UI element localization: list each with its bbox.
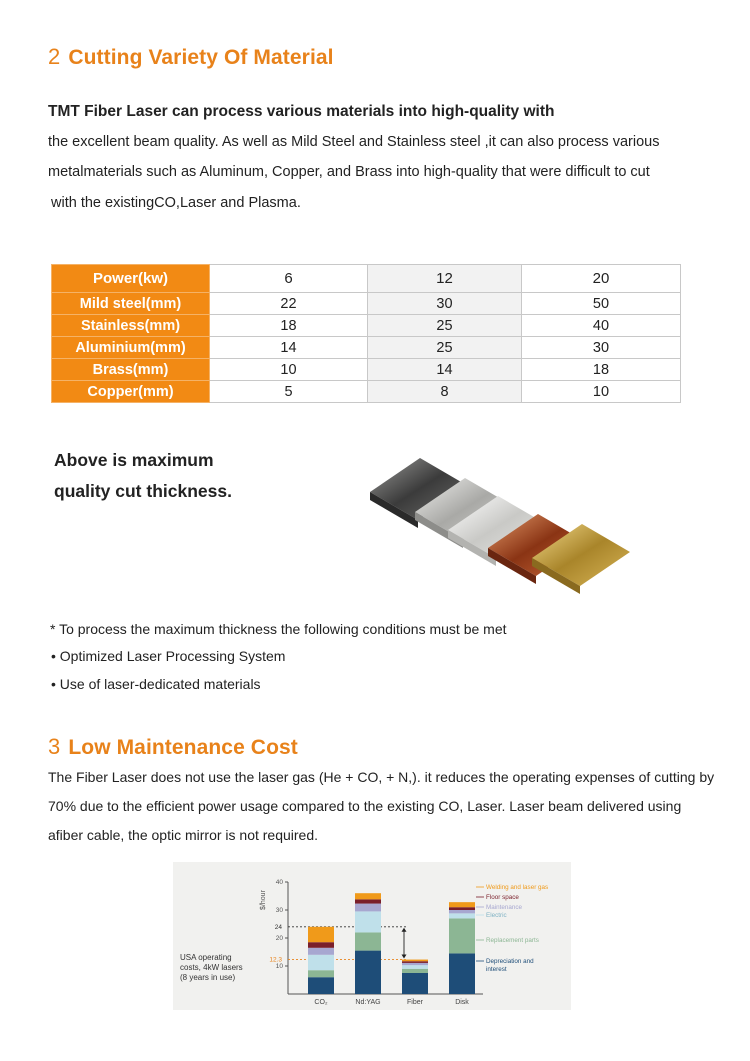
- bar-segment: [308, 927, 334, 942]
- y-tick-label: 20: [275, 935, 283, 942]
- row-header: Stainless(mm): [52, 315, 210, 337]
- row-header: Copper(mm): [52, 381, 210, 403]
- bar-segment: [308, 948, 334, 955]
- bar-segment: [402, 963, 428, 965]
- reference-label: 24: [274, 923, 282, 931]
- bar-segment: [402, 969, 428, 973]
- chart-canvas: [173, 862, 571, 1010]
- row-header: Mild steel(mm): [52, 293, 210, 315]
- chart-caption: (8 years in use): [180, 973, 236, 982]
- arrow-head: [402, 955, 407, 959]
- section-number: 3: [48, 734, 61, 759]
- bar-segment: [308, 955, 334, 970]
- table-cell: 8: [368, 381, 522, 403]
- reference-label: 12.3: [269, 956, 282, 964]
- conditions-item: • Optimized Laser Processing System: [51, 648, 286, 664]
- thickness-note-line: Above is maximum: [54, 450, 214, 470]
- section-2-body-line: the excellent beam quality. As well as Mild Steel and Stainless steel ,it can also process various: [48, 134, 660, 150]
- row-header: Aluminium(mm): [52, 337, 210, 359]
- table-cell: 20: [522, 265, 681, 293]
- bar-segment: [308, 942, 334, 948]
- table-cell: 14: [368, 359, 522, 381]
- legend-label: interest: [486, 966, 507, 973]
- section-2-body-line: metalmaterials such as Aluminum, Copper, and Brass into high-quality that were difficult to cut: [48, 164, 650, 180]
- table-row: [52, 359, 681, 381]
- bar-segment: [449, 953, 475, 994]
- table-row: [52, 315, 681, 337]
- bar-segment: [355, 899, 381, 903]
- table-cell: 12: [368, 265, 522, 293]
- legend-label: Electric: [486, 912, 507, 919]
- row-header: Power(kw): [52, 265, 210, 293]
- thickness-note: [54, 445, 232, 507]
- table-cell: 18: [522, 359, 681, 381]
- bar-segment: [355, 911, 381, 932]
- legend-label: Maintenance: [486, 904, 523, 911]
- bar-segment: [355, 904, 381, 912]
- bar-segment: [449, 907, 475, 910]
- table-cell: 22: [210, 293, 368, 315]
- legend-label: Depreciation and: [486, 958, 534, 965]
- conditions-intro: * To process the maximum thickness the following conditions must be met: [50, 621, 507, 637]
- thickness-note-line: quality cut thickness.: [54, 481, 232, 501]
- table-cell: 14: [210, 337, 368, 359]
- bar-segment: [355, 893, 381, 899]
- section-title: Low Maintenance Cost: [68, 736, 298, 759]
- bar-segment: [449, 918, 475, 953]
- bar-segment: [355, 932, 381, 950]
- chart-caption: USA operating: [180, 953, 232, 962]
- x-tick-label: Disk: [455, 999, 469, 1006]
- section-2-heading: [48, 44, 334, 70]
- section-2-lead: TMT Fiber Laser can process various materials into high-quality with: [48, 103, 555, 120]
- section-3-body-line: 70% due to the efficient power usage compared to the existing CO, Laser. Laser beam delivered using: [48, 798, 682, 814]
- x-tick-label: Nd:YAG: [355, 999, 381, 1006]
- bar-segment: [402, 961, 428, 963]
- x-tick-label: Fiber: [407, 999, 423, 1006]
- metal-samples-image: [360, 450, 640, 600]
- bar-segment: [402, 965, 428, 969]
- bar-segment: [402, 973, 428, 994]
- section-3-body-line: afiber cable, the optic mirror is not required.: [48, 827, 319, 843]
- table-cell: 10: [522, 381, 681, 403]
- table-cell: 10: [210, 359, 368, 381]
- row-header: Brass(mm): [52, 359, 210, 381]
- table-cell: 30: [368, 293, 522, 315]
- table-cell: 50: [522, 293, 681, 315]
- bar-segment: [449, 902, 475, 907]
- table-cell: 25: [368, 337, 522, 359]
- table-cell: 6: [210, 265, 368, 293]
- bar-segment: [308, 977, 334, 994]
- table-cell: 18: [210, 315, 368, 337]
- bar-segment: [402, 960, 428, 962]
- y-axis-label: $/hour: [260, 890, 267, 910]
- x-tick-label: CO₂: [314, 999, 328, 1006]
- y-tick-label: 30: [275, 907, 283, 914]
- legend-label: Welding and laser gas: [486, 884, 549, 891]
- section-3-heading: [48, 734, 298, 760]
- table-cell: 40: [522, 315, 681, 337]
- table-row: [52, 265, 681, 293]
- chart-caption: costs, 4kW lasers: [180, 963, 243, 972]
- y-tick-label: 40: [275, 879, 283, 886]
- bar-segment: [449, 913, 475, 918]
- legend-label: Floor space: [486, 894, 519, 901]
- y-tick-label: 10: [275, 963, 283, 970]
- table-cell: 5: [210, 381, 368, 403]
- operating-cost-chart: [173, 862, 571, 1010]
- bar-segment: [308, 970, 334, 977]
- table-row: [52, 381, 681, 403]
- table-cell: 30: [522, 337, 681, 359]
- cut-thickness-table: [51, 264, 681, 403]
- section-number: 2: [48, 44, 61, 69]
- bar-segment: [449, 910, 475, 913]
- section-3-body-line: The Fiber Laser does not use the laser gas (He + CO, + N,). it reduces the operating expenses of cutting by: [48, 769, 715, 785]
- table-row: [52, 337, 681, 359]
- section-title: Cutting Variety Of Material: [68, 46, 334, 69]
- bar-segment: [355, 951, 381, 994]
- arrow-head: [402, 928, 407, 932]
- table-row: [52, 293, 681, 315]
- legend-label: Replacement parts: [486, 937, 539, 944]
- section-2-body-line: with the existingCO,Laser and Plasma.: [51, 195, 301, 211]
- table-cell: 25: [368, 315, 522, 337]
- conditions-item: • Use of laser-dedicated materials: [51, 676, 261, 692]
